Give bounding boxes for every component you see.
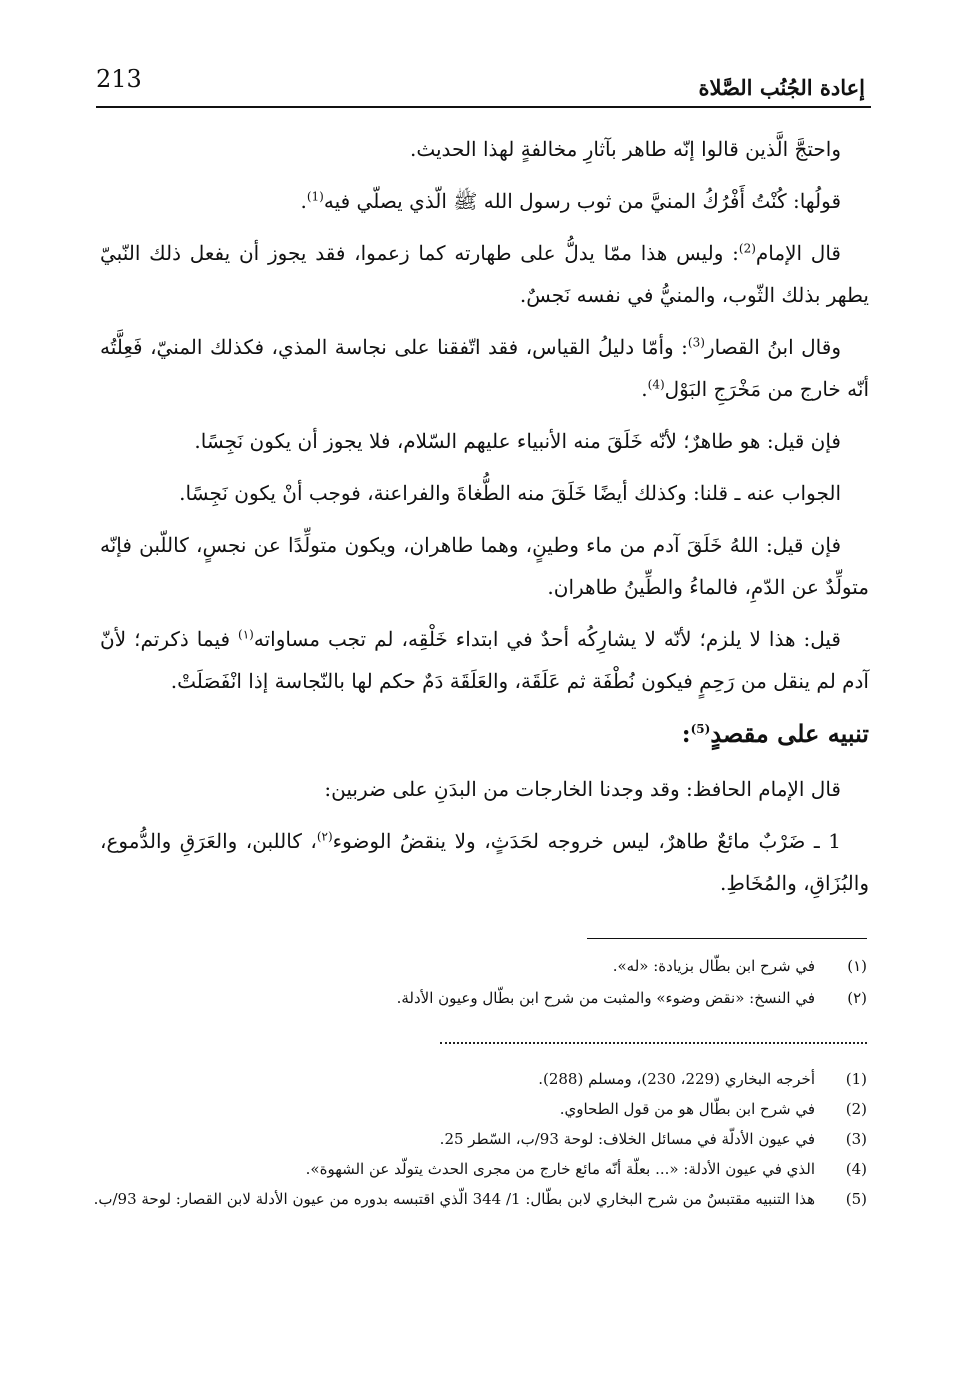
footnote-ref-5: (5) <box>690 722 711 736</box>
footnote-ref-3: (3) <box>687 335 705 350</box>
paragraph-2-text: قولُها: كُنْتُ أَفْرُكُ المنيَّ من ثوب رسول الله ﷺ الّذي يصلّي فيه <box>323 189 841 213</box>
running-header: إعادة الجُنُب الصَّلاة <box>698 75 865 100</box>
footnote-text: هذا التنبيه مقتبسٌ من شرح البخاري لابن بطّال: 1/ 344 الّذي اقتبسه بدوره من عيون الأدلة لابن القصار: لوحة 93/ب. <box>93 1190 815 1208</box>
footnote-ref-1: (1) <box>306 189 324 204</box>
main-text <box>100 128 869 914</box>
paragraph-1: واحتجَّ الَّذين قالوا إنّه طاهر بآثارِ مخالفةٍ لهذا الحديث. <box>409 137 841 161</box>
footnote-text: أخرجه البخاري (229، 230)، ومسلم (288). <box>538 1070 815 1088</box>
paragraph-3-text-a: قال الإمام <box>755 241 841 265</box>
footnote <box>92 1124 867 1154</box>
paragraph-3 <box>100 232 869 316</box>
footnote-number: (3) <box>845 1130 867 1148</box>
footnote-text: في شرح ابن بطّال هو من قول الطحاوي. <box>559 1100 815 1118</box>
paragraph-6: الجواب عنه ـ قلنا: وكذلك أيضًا خَلَقَ منه الطُّغاةَ والفراعنة، فوجب أنْ يكون نَجِسًا. <box>179 481 841 505</box>
paragraph-5: فإن قيل: هو طاهرٌ؛ لأنّه خَلَقَ منه الأنبياء عليهم السّلام، فلا يجوز أن يكون نَجِسًا. <box>194 429 841 453</box>
paragraph-7: فإن قيل: اللهُ خَلَقَ آدم من ماء وطينٍ، وهما طاهران، ويكون متولِّدًا عن نجسٍ، كاللّبن فإنّه متولِّدٌ عن الدّمِ، فالماءُ والطِّينُ طاهران. <box>100 533 869 599</box>
editor-notes <box>100 950 867 1014</box>
footnote <box>92 1184 867 1214</box>
section-heading-text: تنبيه على مقصدٍ <box>710 719 869 748</box>
section-heading-end: : <box>681 719 691 748</box>
editor-notes-rule <box>587 938 867 939</box>
footnote-number: (2) <box>845 1100 867 1118</box>
editor-note-number: (١) <box>847 957 867 975</box>
footnote-number: (1) <box>845 1070 867 1088</box>
footnote <box>92 1094 867 1124</box>
paragraph-8-text-b: فيما ذكرتم؛ لأنّ آدم لم ينقل من رَحِمٍ فيكون نُطْفَة ثم عَلَقَة، والعَلَقَة دَمٌ حكم لها بالنّجاسة إذا انْفَصَلَتْ. <box>100 627 869 693</box>
paragraph-9: قال الإمام الحافظ: وقد وجدنا الخارجات من البدَنِ على ضربين: <box>324 777 841 801</box>
editor-note-ref-1: (١) <box>238 627 254 642</box>
footnotes-dotted-rule <box>440 1042 867 1044</box>
page-number: 213 <box>96 65 142 93</box>
paragraph-10-text-b: ، كاللبن، والعَرَقِ والدُّموع، والبُزَاقِ، والمُخَاطِ. <box>100 829 869 895</box>
paragraph-10 <box>100 820 869 904</box>
footnote-ref-2: (2) <box>738 241 756 256</box>
header-rule <box>96 106 871 108</box>
editor-note <box>100 950 867 982</box>
footnote <box>92 1064 867 1094</box>
footnote-number: (4) <box>845 1160 867 1178</box>
editor-note-text: في النسخ: «نقض وضوء» والمثبت من شرح ابن بطّال وعيون الأدلة. <box>396 989 815 1007</box>
paragraph-3-text-b: : وليس هذا ممّا يدلُّ على طهارته كما زعموا، فقد يجوز أن يفعل ذلك النّبيّ يطهر بذلك الثّوب، والمنيُّ في نفسه نَجسٌ. <box>100 241 869 307</box>
editor-note <box>100 982 867 1014</box>
paragraph-4 <box>100 326 869 410</box>
footnotes <box>92 1064 867 1214</box>
section-heading <box>100 712 869 756</box>
editor-note-text: في شرح ابن بطّال بزيادة: «له». <box>612 957 815 975</box>
footnote-number: (5) <box>845 1190 867 1208</box>
footnote <box>92 1154 867 1184</box>
paragraph-4-end: . <box>641 377 648 401</box>
footnote-text: في عيون الأدلّة في مسائل الخلاف: لوحة 93/ب، السّطر 25. <box>439 1130 815 1148</box>
paragraph-4-text-a: وقال ابنُ القصار <box>704 335 841 359</box>
editor-note-number: (٢) <box>847 989 867 1007</box>
editor-note-ref-2: (٢) <box>316 829 333 844</box>
footnote-text: الذي في عيون الأدلة: «... بعلّة أنّه مائع خارج من مجرى الحدث يتولّد عن الشهوة». <box>305 1160 815 1178</box>
paragraph-4-text-b: : وأمّا دليلُ القياس، فقد اتّفقنا على نجاسة المذي، فكذلك المنيّ، فَعِلَّتُه أنّه خارج من مَخْرَجِ البَوْل <box>100 335 869 401</box>
paragraph-8-text-a: قيل: هذا لا يلزم؛ لأنّه لا يشارِكُه أحدٌ في ابتداء خَلْقِه، لم تجب مساواته <box>253 627 841 651</box>
paragraph-2 <box>100 180 869 222</box>
paragraph-8 <box>100 618 869 702</box>
footnote-ref-4: (4) <box>647 377 665 392</box>
paragraph-10-text-a: 1 ـ ضَرْبٌ مائعٌ طاهرٌ، ليس خروجه لحَدَثٍ، ولا ينقضُ الوضوء <box>332 829 841 853</box>
paragraph-2-end: . <box>300 189 307 213</box>
